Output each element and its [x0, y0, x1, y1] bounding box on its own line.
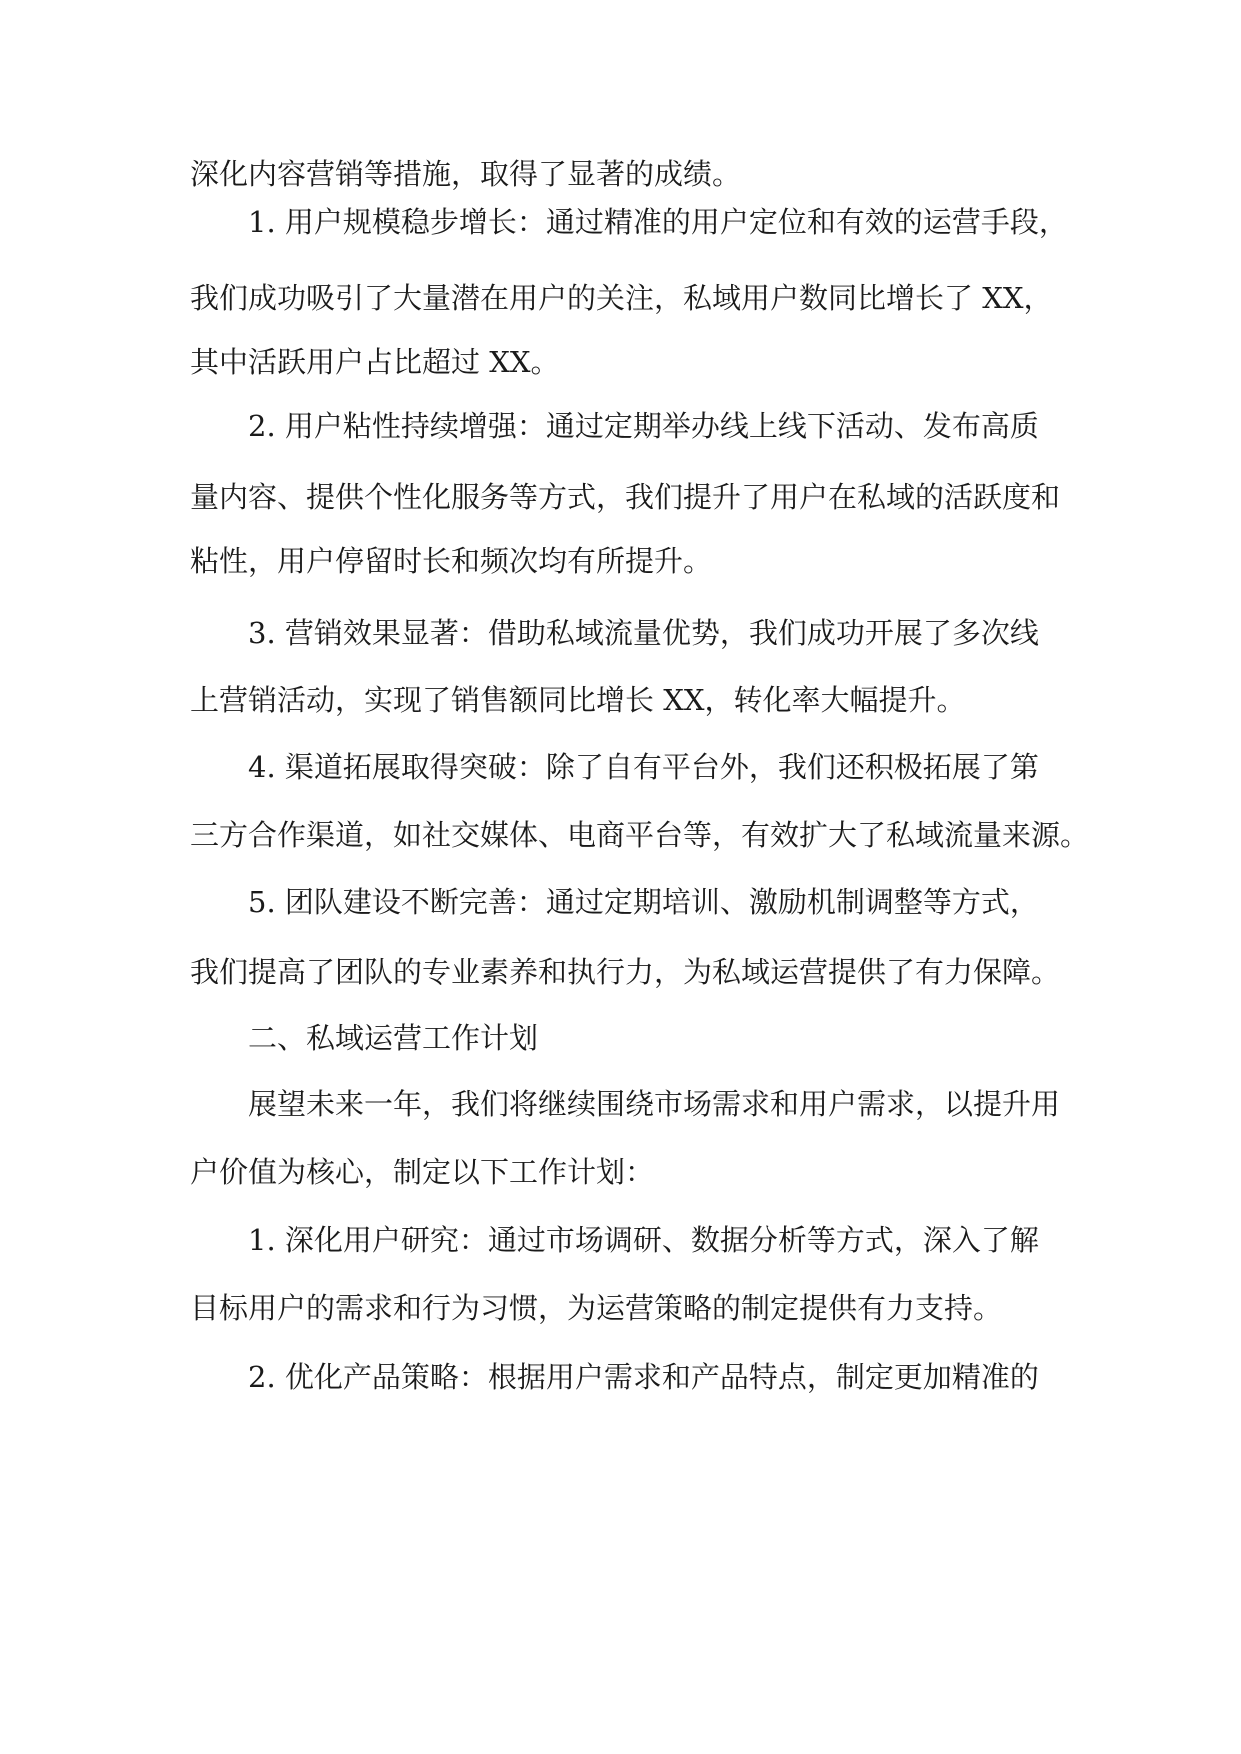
text-line: 1. 深化用户研究：通过市场调研、数据分析等方式，深入了解	[248, 1223, 1039, 1257]
text-line: 3. 营销效果显著：借助私域流量优势，我们成功开展了多次线	[248, 616, 1039, 650]
text-line: 户价值为核心，制定以下工作计划：	[190, 1155, 655, 1189]
text-line: 目标用户的需求和行为习惯，为运营策略的制定提供有力支持。	[190, 1291, 1003, 1325]
text-line: 粘性，用户停留时长和频次均有所提升。	[190, 544, 713, 578]
text-line: 4. 渠道拓展取得突破：除了自有平台外，我们还积极拓展了第	[248, 750, 1039, 784]
text-line: 其中活跃用户占比超过 XX。	[190, 345, 560, 379]
text-line: 深化内容营销等措施，取得了显著的成绩。	[190, 157, 742, 191]
text-line: 上营销活动，实现了销售额同比增长 XX，转化率大幅提升。	[190, 683, 966, 717]
text-line: 我们提高了团队的专业素养和执行力，为私域运营提供了有力保障。	[190, 955, 1061, 989]
text-line: 5. 团队建设不断完善：通过定期培训、激励机制调整等方式，	[248, 885, 1039, 919]
text-line: 1. 用户规模稳步增长：通过精准的用户定位和有效的运营手段，	[248, 205, 1068, 239]
text-line: 2. 优化产品策略：根据用户需求和产品特点，制定更加精准的	[248, 1360, 1039, 1394]
text-line: 展望未来一年，我们将继续围绕市场需求和用户需求，以提升用	[248, 1087, 1061, 1121]
text-line: 我们成功吸引了大量潜在用户的关注，私域用户数同比增长了 XX，	[190, 281, 1053, 315]
text-line: 三方合作渠道，如社交媒体、电商平台等，有效扩大了私域流量来源。	[190, 818, 1090, 852]
text-line: 2. 用户粘性持续增强：通过定期举办线上线下活动、发布高质	[248, 409, 1039, 443]
text-line: 量内容、提供个性化服务等方式，我们提升了用户在私域的活跃度和	[190, 480, 1061, 514]
section-heading: 二、私域运营工作计划	[248, 1021, 539, 1055]
